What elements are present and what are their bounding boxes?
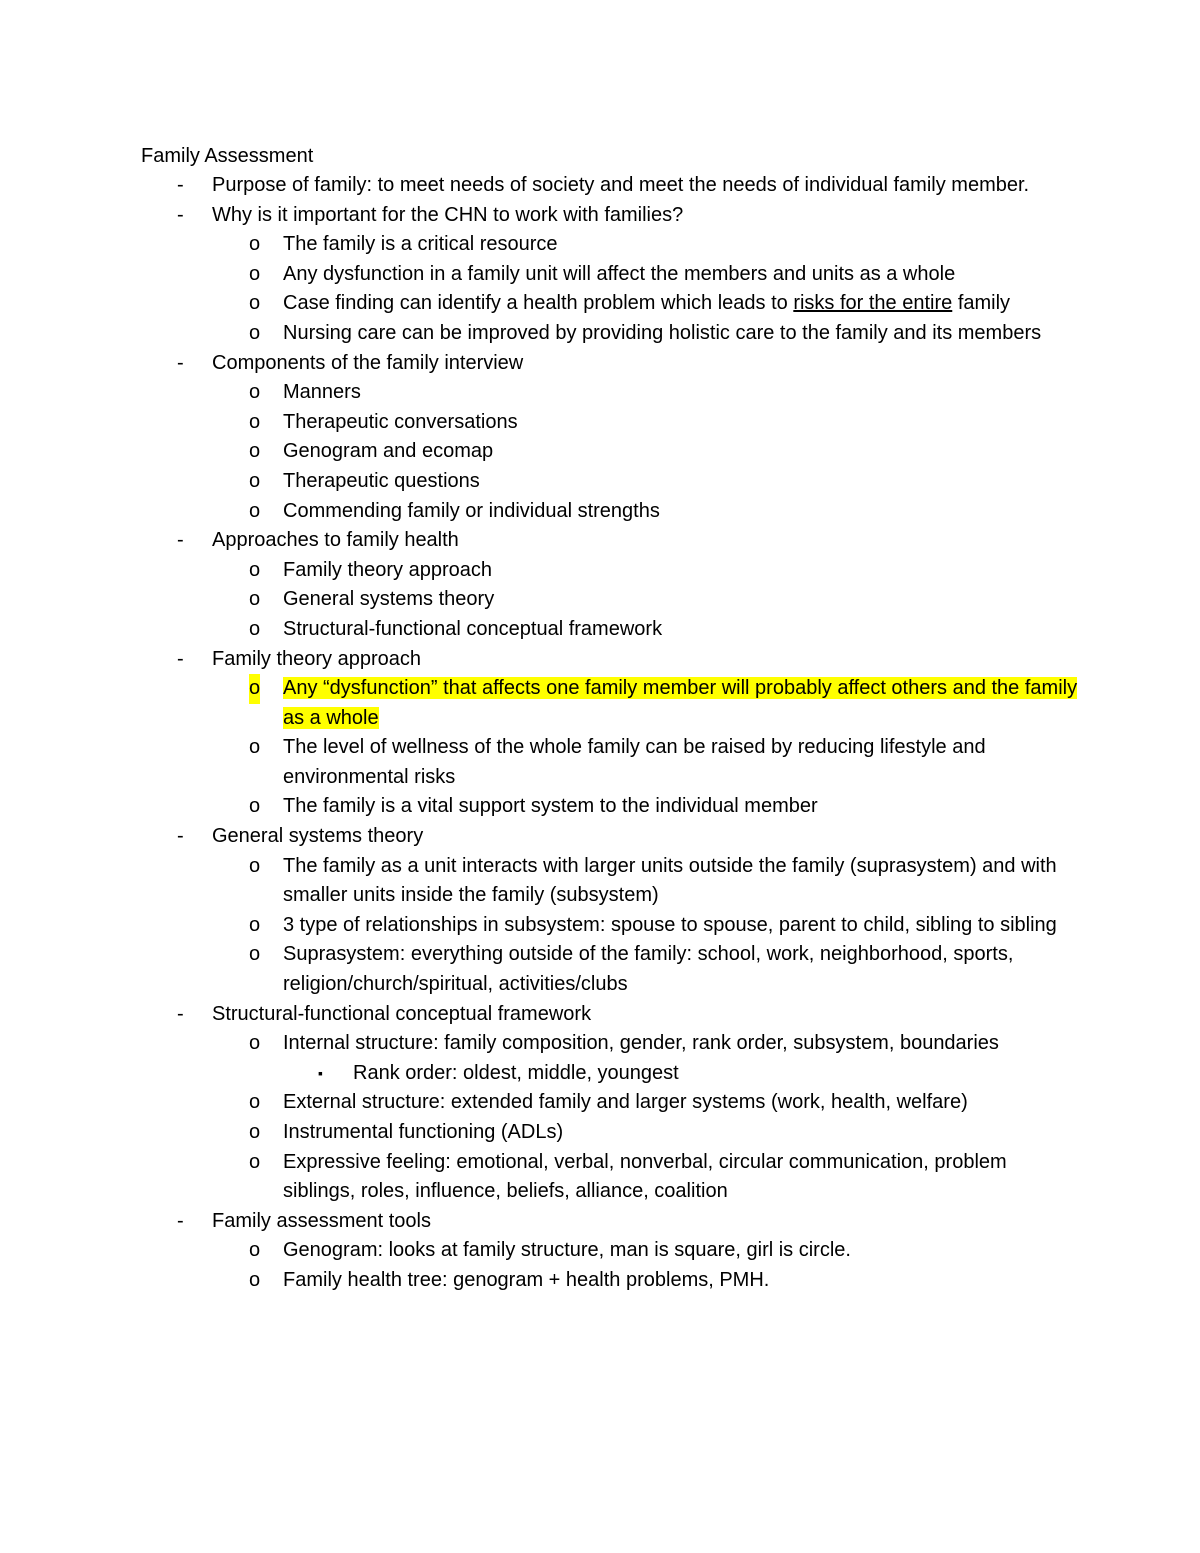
item-text: Structural-functional conceptual framework: [212, 1002, 592, 1025]
bullet-marker: o: [249, 499, 261, 522]
bullet-marker: o: [249, 795, 261, 818]
outline-item: [0, 526, 1200, 556]
bullet-marker: o: [249, 943, 261, 966]
bullet-marker: -: [177, 529, 184, 552]
item-text: Approaches to family health: [212, 529, 459, 552]
bullet-marker: o: [249, 588, 261, 611]
sub-item: [0, 940, 1200, 999]
item-text: Family theory approach: [283, 558, 492, 581]
sub-item: [0, 615, 1200, 645]
outline-item: [0, 822, 1200, 852]
bullet-marker: ▪: [318, 1064, 323, 1081]
item-text: The family as a unit interacts with larger units outside the family (suprasystem) and with smaller units inside the family (subsystem): [283, 854, 1057, 907]
bullet-marker: o: [249, 1121, 261, 1143]
sub-item: [0, 1266, 1200, 1296]
sub-list: [0, 674, 1200, 822]
bullet-marker: -: [177, 1209, 184, 1232]
sub-item: [0, 733, 1200, 792]
sub-item: [0, 319, 1200, 349]
bullet-marker: -: [177, 174, 184, 196]
item-text: Any dysfunction in a family unit will affect the members and units as a whole: [283, 262, 956, 285]
bullet-marker: o: [249, 617, 261, 640]
sub-item: [0, 437, 1200, 467]
sub-item: [0, 852, 1200, 911]
sub-item: [0, 467, 1200, 497]
sub-item: [0, 1029, 1200, 1059]
item-text: Expressive feeling: emotional, verbal, nonverbal, circular communication, problem siblings, roles, influence, beliefs, alliance, coalition: [283, 1150, 1007, 1203]
item-text: Genogram and ecomap: [283, 440, 494, 463]
sub-sub-item: [0, 1059, 1200, 1089]
bullet-marker: o: [249, 1268, 261, 1291]
sub-list: [0, 1059, 1200, 1089]
outline-item: [0, 349, 1200, 379]
sub-item: [0, 1236, 1200, 1266]
sub-list: [0, 1029, 1200, 1207]
sub-item: [0, 408, 1200, 438]
bullet-marker: o: [249, 854, 261, 877]
item-text-start: Case finding can identify a health problem which leads to: [283, 292, 794, 315]
bullet-marker: -: [177, 647, 184, 670]
item-text: Therapeutic questions: [283, 469, 480, 492]
sub-list: [0, 852, 1200, 1000]
item-text: General systems theory: [212, 825, 424, 848]
sub-list: [0, 1236, 1200, 1295]
outline-list: [0, 171, 1200, 1296]
sub-item: [0, 289, 1200, 319]
item-text: Genogram: looks at family structure, man is square, girl is circle.: [283, 1239, 851, 1262]
outline-item: [0, 171, 1200, 201]
sub-item: [0, 260, 1200, 290]
bullet-marker: -: [177, 351, 184, 374]
sub-item: [0, 792, 1200, 822]
sub-item: [0, 1148, 1200, 1207]
sub-item: [0, 556, 1200, 586]
item-text: Manners: [283, 381, 361, 404]
sub-list: [0, 556, 1200, 645]
bullet-marker: o: [249, 262, 261, 285]
underlined-phrase: risks for the entire: [793, 292, 953, 315]
item-text: Components of the family interview: [212, 351, 524, 374]
bullet-marker: o: [249, 233, 261, 256]
sub-item: [0, 911, 1200, 941]
bullet-marker: o: [249, 1032, 261, 1055]
item-text: The level of wellness of the whole family can be raised by reducing lifestyle and environmental risks: [283, 736, 986, 788]
item-text: External structure: extended family and larger systems (work, health, welfare): [283, 1091, 968, 1114]
outline-item: [0, 1000, 1200, 1030]
bullet-marker: o: [249, 1150, 261, 1173]
outline-item: [0, 201, 1200, 231]
bullet-marker: -: [177, 203, 184, 226]
sub-item: [0, 585, 1200, 615]
item-text: Why is it important for the CHN to work with families?: [212, 203, 684, 226]
sub-item: [0, 1088, 1200, 1118]
sub-item: [0, 378, 1200, 408]
document-title: Family Assessment: [141, 145, 314, 167]
item-text-end: family: [952, 292, 1011, 315]
bullet-marker: o: [249, 440, 261, 463]
sub-item: [0, 497, 1200, 527]
item-text: Structural-functional conceptual framework: [283, 617, 663, 640]
bullet-marker: o: [249, 558, 261, 581]
bullet-marker: o: [249, 292, 261, 315]
item-text: The family is a vital support system to the individual member: [283, 795, 818, 818]
bullet-marker: o: [249, 1091, 261, 1114]
sub-item: [0, 1118, 1200, 1148]
item-text: Internal structure: family composition, gender, rank order, subsystem, boundaries: [283, 1032, 999, 1055]
item-text: Suprasystem: everything outside of the family: school, work, neighborhood, sports, religion/church/spiritual, activities/clubs: [283, 943, 1014, 996]
sub-list: [0, 230, 1200, 348]
bullet-marker: o: [249, 381, 261, 404]
outline-item: [0, 1207, 1200, 1237]
item-text: Instrumental functioning (ADLs): [283, 1121, 564, 1143]
bullet-marker: -: [177, 1002, 184, 1025]
item-text: Family health tree: genogram + health problems, PMH.: [283, 1268, 770, 1291]
bullet-marker: -: [177, 825, 184, 848]
bullet-marker: o: [249, 913, 261, 936]
item-text: Commending family or individual strengths: [283, 499, 660, 522]
sub-item: [0, 230, 1200, 260]
outline-item: [0, 645, 1200, 675]
bullet-marker: o: [249, 674, 260, 704]
bullet-marker: o: [249, 736, 261, 759]
highlighted-item-text: Any “dysfunction” that affects one family member will probably affect others and the family as a whole: [283, 677, 1078, 729]
item-text: Rank order: oldest, middle, youngest: [353, 1061, 679, 1084]
bullet-marker: o: [249, 410, 261, 433]
item-text: Therapeutic conversations: [283, 410, 518, 433]
item-text: Purpose of family: to meet needs of society and meet the needs of individual family member.: [212, 174, 1030, 196]
item-text: General systems theory: [283, 588, 495, 611]
item-text: 3 type of relationships in subsystem: spouse to spouse, parent to child, sibling to sibling: [283, 913, 1057, 936]
item-text: Family theory approach: [212, 647, 421, 670]
sub-item: [0, 674, 1200, 733]
item-text: Nursing care can be improved by providing holistic care to the family and its members: [283, 321, 1042, 344]
bullet-marker: o: [249, 469, 261, 492]
bullet-marker: o: [249, 1239, 261, 1262]
bullet-marker: o: [249, 321, 261, 344]
item-text: Family assessment tools: [212, 1209, 431, 1232]
item-text: [283, 292, 1010, 314]
item-text: The family is a critical resource: [283, 233, 558, 256]
sub-list: [0, 378, 1200, 526]
